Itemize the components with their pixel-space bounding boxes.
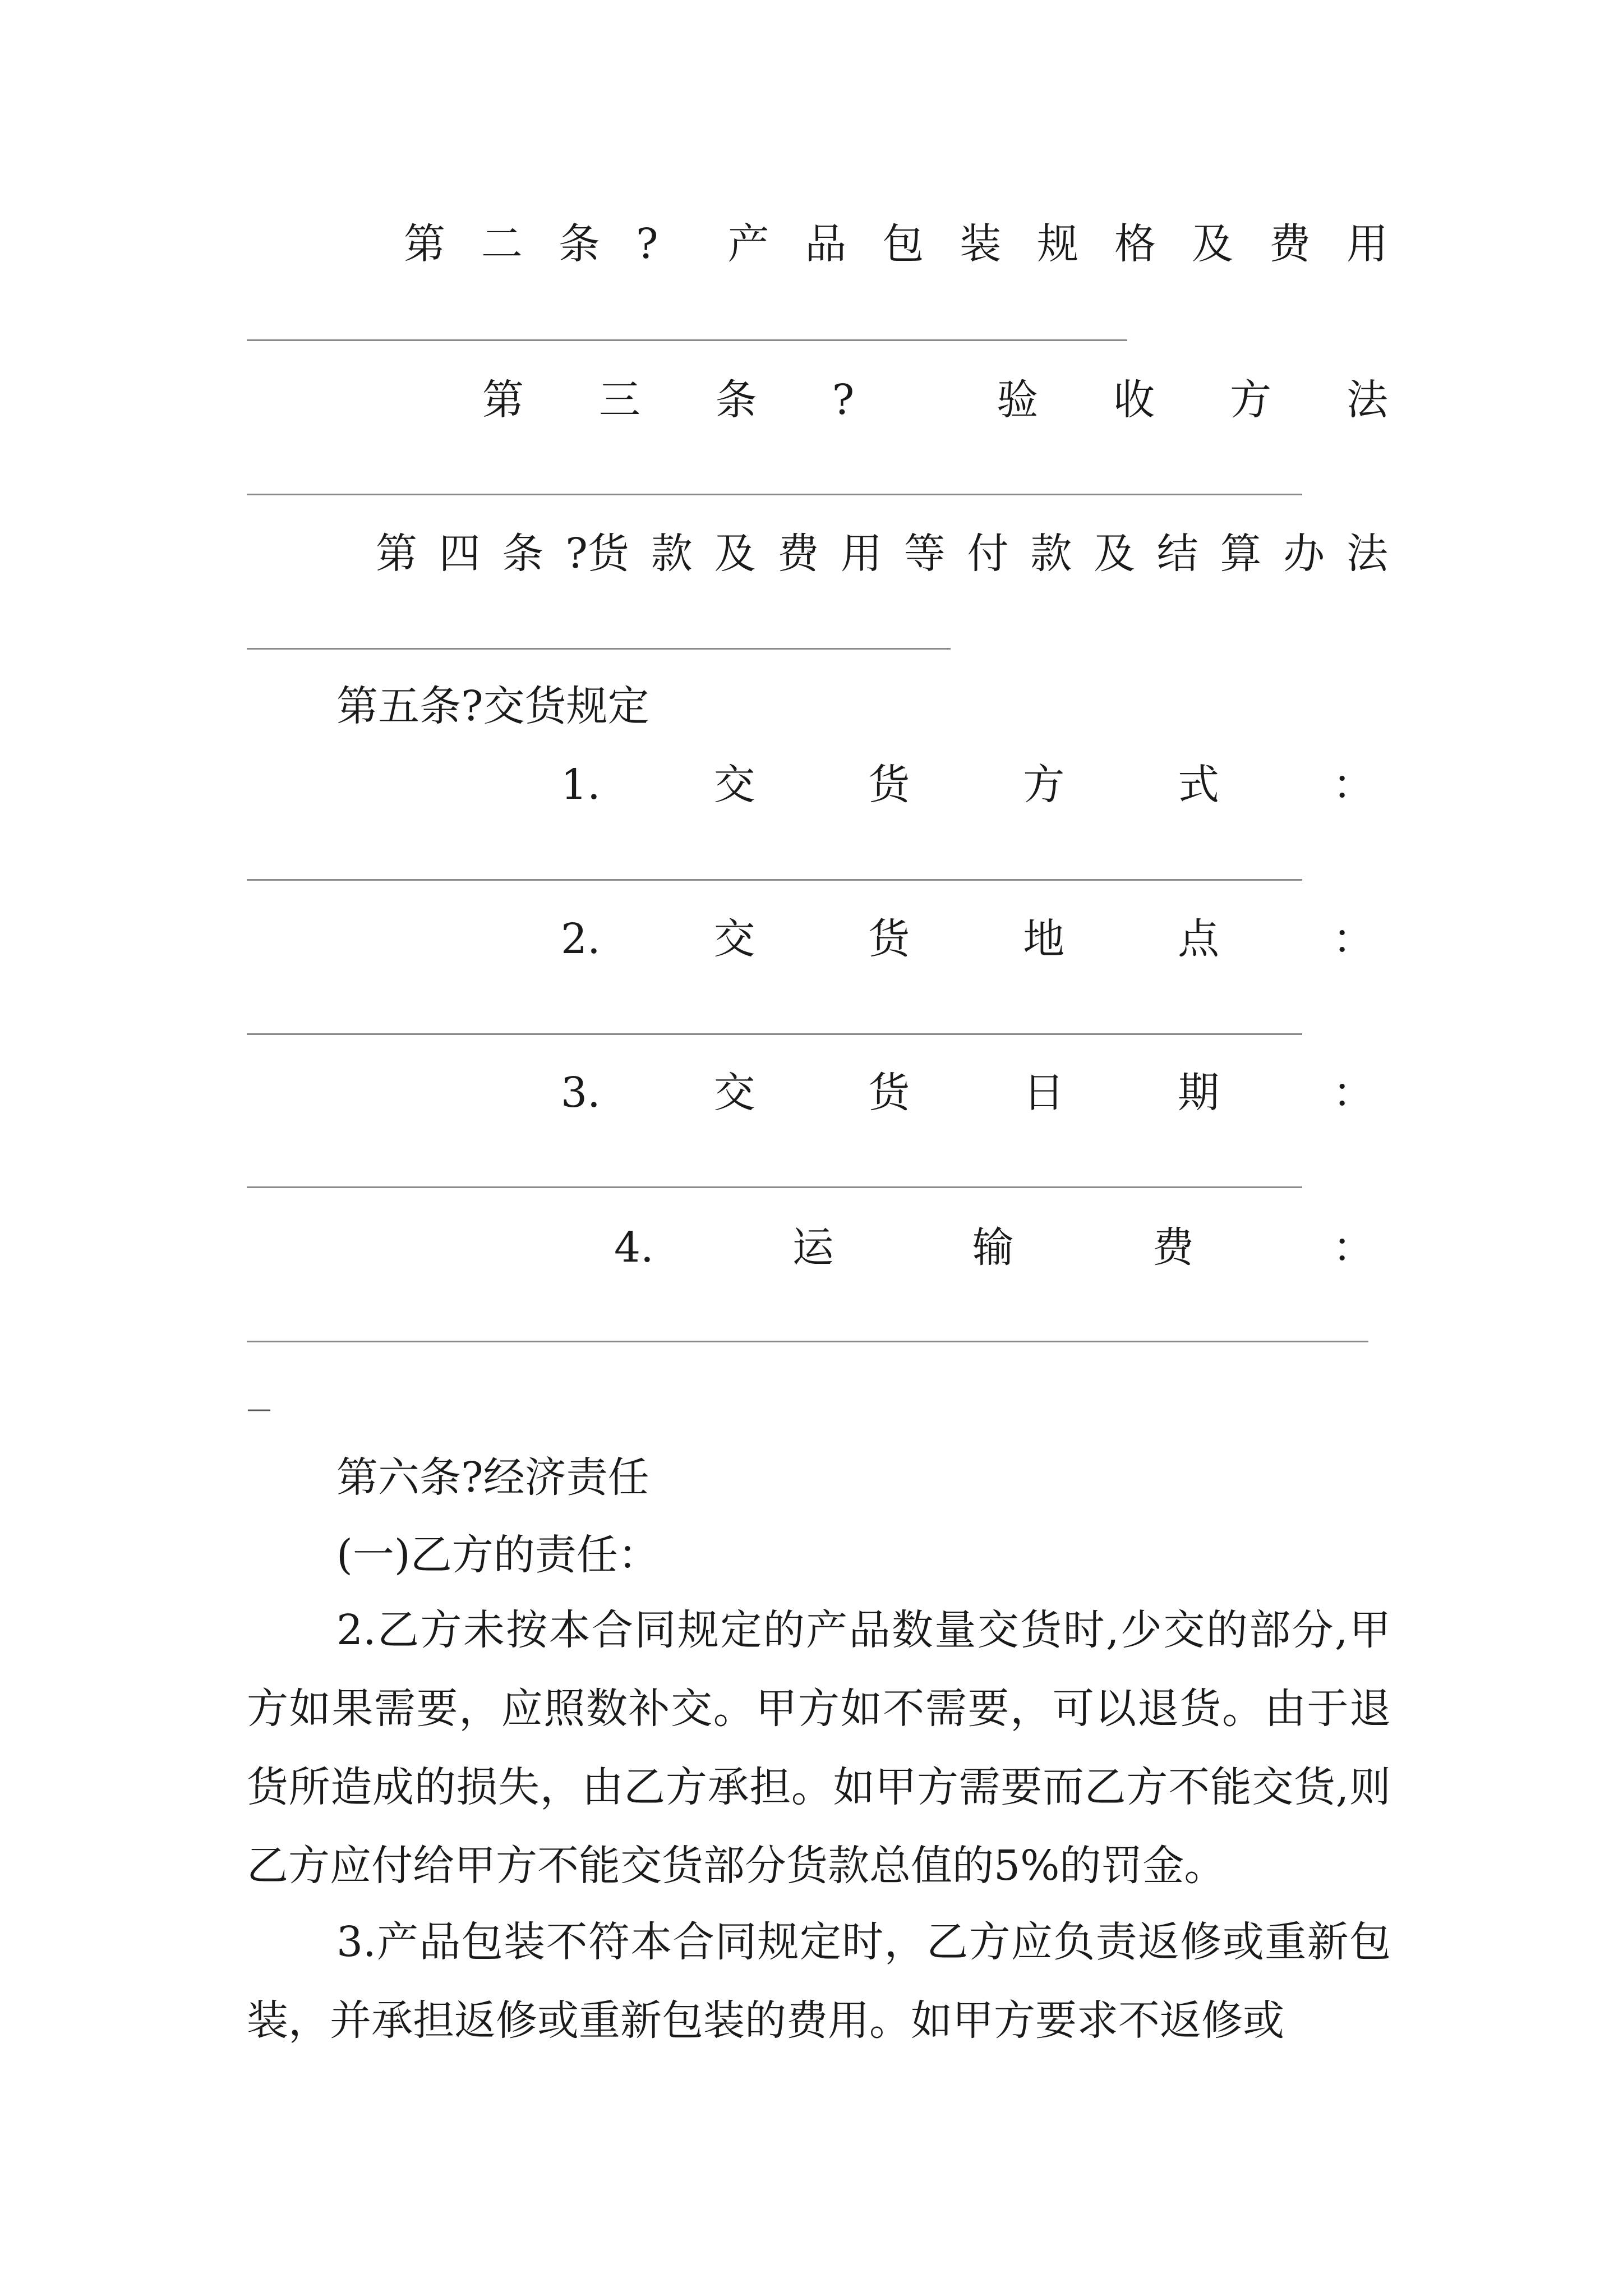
char: 装 [960,220,1002,268]
blank-underline [247,1341,1368,1342]
blank-underline [247,1186,1302,1188]
char: 条 [502,530,544,578]
item-number: 3. [561,1069,601,1117]
char: 式 [1178,761,1220,809]
char: 用 [1346,220,1388,268]
char: 货 [868,1069,910,1117]
char: 交 [713,915,755,963]
char: ?货 [565,530,629,578]
article-2-heading [404,220,1388,268]
char: 交 [713,761,755,809]
char: 结 [1156,530,1198,578]
char: 法 [1346,530,1388,578]
blank-underline [247,879,1302,881]
char: 运 [792,1223,834,1272]
char: 品 [805,220,847,268]
article-3-heading [482,376,1388,424]
char: 方 [1023,761,1065,809]
char: 用 [840,530,882,578]
char: 地 [1023,915,1065,963]
char: 费 [1152,1223,1194,1272]
item-number: 2. [561,915,601,963]
char: ? [635,220,658,268]
article-5-heading: 第五条?交货规定 [336,682,649,730]
article-4-heading [376,530,1388,578]
char: 输 [972,1223,1014,1272]
char: 二 [481,220,523,268]
clause-2-paragraph: 2.乙方未按本合同规定的产品数量交货时,少交的部分,甲方如果需要，应照数补交。甲方如不需要，可以退货。由于退货所造成的损失，由乙方承担。如甲方需要而乙方不能交货,则乙方应付给甲方不能交货部分货款总值的5%的罚金。 [247,1606,1391,1890]
char: 第 [376,530,417,578]
char: 交 [713,1069,755,1117]
colon: ： [1332,915,1374,963]
char: 法 [1346,376,1388,424]
delivery-location-item [561,915,1374,963]
char: 验 [997,376,1039,424]
blank-underline [247,648,951,650]
char: 付 [967,530,1009,578]
char: 包 [882,220,924,268]
char: 办 [1283,530,1325,578]
char: 算 [1220,530,1262,578]
blank-underline [247,494,1302,495]
section-heading-a: (一)乙方的责任： [336,1531,660,1579]
colon: ： [1332,761,1374,809]
char: 三 [598,376,640,424]
char: 收 [1113,376,1155,424]
freight-item [614,1223,1374,1272]
colon: ： [1332,1069,1374,1117]
blank-underline [247,1033,1302,1035]
blank-underline [247,339,1127,341]
delivery-date-item [561,1069,1374,1117]
char: 格 [1114,220,1156,268]
item-number: 1. [561,761,601,809]
char: 条 [715,376,757,424]
char: 货 [868,915,910,963]
short-dash: — [247,1395,271,1423]
item-number: 4. [614,1223,654,1272]
char: 及 [1192,220,1234,268]
char: 货 [868,761,910,809]
char: 四 [439,530,481,578]
char: 第 [404,220,445,268]
char: 方 [1230,376,1272,424]
char: 款 [1030,530,1072,578]
char: 及 [1093,530,1135,578]
char: 规 [1037,220,1079,268]
char: 等 [903,530,946,578]
char: 点 [1178,915,1220,963]
char: 款 [651,530,693,578]
char: 及 [714,530,756,578]
char: 第 [482,376,524,424]
char: 期 [1178,1069,1220,1117]
char: 条 [558,220,600,268]
char: 费 [777,530,819,578]
clause-3-paragraph: 3.产品包装不符本合同规定时，乙方应负责返修或重新包装，并承担返修或重新包装的费用。如甲方要求不返修或 [247,1918,1391,2045]
article-6-heading: 第六条?经济责任 [336,1453,649,1502]
char: 日 [1023,1069,1065,1117]
char: 费 [1269,220,1311,268]
char: 产 [727,220,769,268]
delivery-method-item [561,761,1374,809]
colon: ： [1332,1223,1374,1272]
char: ? [832,376,855,424]
